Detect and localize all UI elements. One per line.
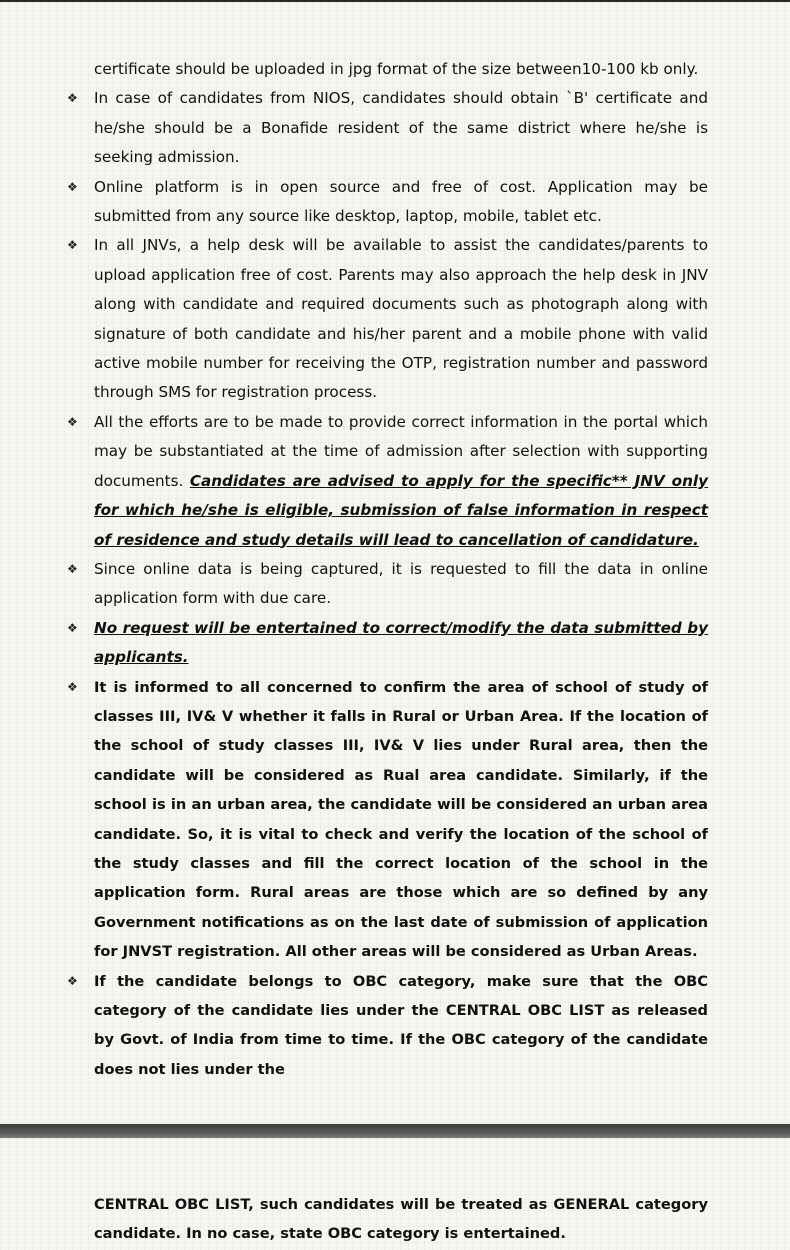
page-2-content (94, 1190, 708, 1249)
page-separator (0, 1124, 790, 1138)
efforts-intro-text: All the efforts are to be made to provide correct information in the portal which may be substantiated at the time of admission after selection with supporting documents. (94, 412, 708, 490)
bullet-no-request (94, 614, 708, 673)
no-request-text: No request will be entertained to correct/modify the data submitted by applicants. (94, 618, 708, 667)
bullet-due-care: ❖ Since online data is being captured, it is requested to fill the data in online application form with due care. (94, 555, 708, 614)
bullet-online-platform: ❖ Online platform is in open source and free of cost. Application may be submitted from any source like desktop, laptop, mobile, tablet etc. (94, 173, 708, 232)
page-1-content (94, 55, 708, 1084)
efforts-warning-text: Candidates are advised to apply for the specific** JNV only for which he/she is eligible, submission of false information in respect of residence and study details will lead to cancellation of candidature. (94, 471, 708, 549)
bullet-obc: ❖ If the candidate belongs to OBC category, make sure that the OBC category of the candidate lies under the CENTRAL OBC LIST as released by Govt. of India from time to time. If the OBC category of the candidate does not lies under the (94, 967, 708, 1085)
bullet-nios: ❖ In case of candidates from NIOS, candidates should obtain `B' certificate and he/she should be a Bonafide resident of the same district where he/she is seeking admission. (94, 84, 708, 172)
bullet-rural-urban: ❖ It is informed to all concerned to confirm the area of school of study of classes III, IV& V whether it falls in Rural or Urban Area. If the location of the school of study classes III, IV& V lies under Rural area, then the candidate will be considered as Rual area candidate. Similarly, if the school is in an urban area, the candidate will be considered an urban area candidate. So, it is vital to check and verify the location of the school of the study classes and fill the correct location of the school in the application form. Rural areas are those which are so defined by any Government notifications as on the last date of submission of application for JNVST registration. All other areas will be considered as Urban Areas. (94, 673, 708, 967)
bullet-efforts (94, 408, 708, 555)
bullet-help-desk: ❖ In all JNVs, a help desk will be available to assist the candidates/parents to upload application free of cost. Parents may also approach the help desk in JNV along with candidate and required documents such as photograph along with signature of both candidate and his/her parent and a mobile phone with valid active mobile number for receiving the OTP, registration number and password through SMS for registration process. (94, 231, 708, 407)
obc-continuation-text: CENTRAL OBC LIST, such candidates will be treated as GENERAL category candidate. In no case, state OBC category is entertained. (94, 1196, 708, 1243)
continuation-text: certificate should be uploaded in jpg format of the size between10-100 kb only. (94, 60, 699, 78)
